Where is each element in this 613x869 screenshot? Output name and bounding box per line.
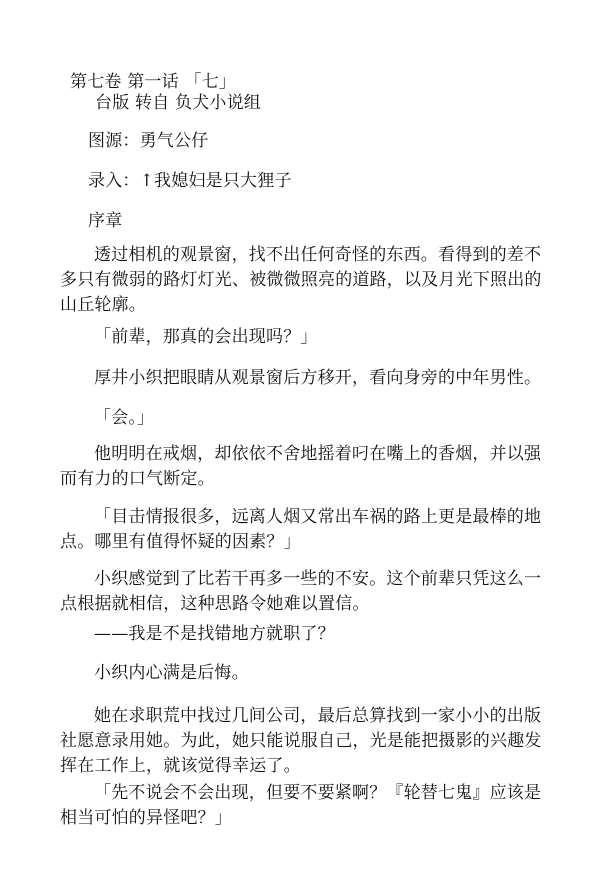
volume-title: 第七卷 第一话 「七」 — [70, 72, 237, 92]
paragraph: 她在求职荒中找过几间公司，最后总算找到一家小小的出版社愿意录用她。为此，她只能说服自己，光是能把摄影的兴趣发挥在工作上，就该觉得幸运了。 — [60, 706, 542, 776]
image-source-credit: 图源：勇气公仔 — [88, 131, 209, 151]
paragraph: 「目击情报很多，远离人烟又常出车祸的路上更是最棒的地点。哪里有值得怀疑的因素？」 — [60, 507, 542, 552]
paragraph: 小织内心满是后悔。 — [94, 663, 249, 683]
paragraph: 小织感觉到了比若干再多一些的不安。这个前辈只凭这么一点根据就相信，这种思路令她难以置信。 — [60, 569, 542, 614]
paragraph: 厚井小织把眼睛从观景窗后方移开，看向身旁的中年男性。 — [94, 368, 542, 388]
typist-credit: 录入：↑我媳妇是只大狸子 — [88, 171, 292, 191]
paragraph: 「会。」 — [94, 408, 155, 428]
paragraph: ——我是不是找错地方就职了？ — [94, 624, 335, 644]
source-credit: 台版 转自 负犬小说组 — [95, 93, 262, 113]
paragraph: 透过相机的观景窗，找不出任何奇怪的东西。看得到的差不多只有微弱的路灯灯光、被微微照亮的道路，以及月光下照出的山丘轮廓。 — [60, 245, 542, 315]
chapter-heading: 序章 — [88, 211, 123, 231]
paragraph: 他明明在戒烟，却依依不舍地摇着叼在嘴上的香烟，并以强而有力的口气断定。 — [60, 444, 542, 489]
paragraph: 「先不说会不会出现，但要不要紧啊？『轮替七鬼』应该是相当可怕的异怪吧？」 — [60, 783, 542, 828]
paragraph: 「前辈，那真的会出现吗？」 — [94, 327, 318, 347]
